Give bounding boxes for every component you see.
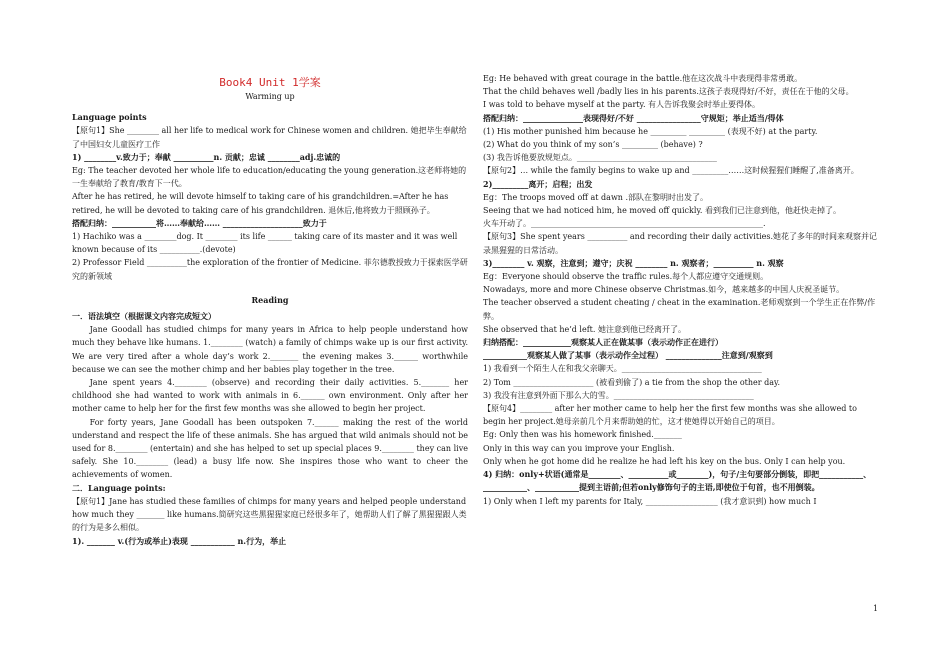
example-observe-4: She observed that he’d left. 她注意到他已经离开了。 [483, 324, 686, 334]
example-only-3: Only when he got home did he realize he had left his key on the bus. Only I can help you. [483, 456, 846, 466]
vocab-observe: 3)________ v. 观察，注意到；遵守；庆祝 ________ n. 观察者；__________ n. 观察 [483, 257, 784, 268]
vocab-devote-line: 1) ________v.致力于；奉献 __________n. 贡献；忠诚 ________adj.忠诚的 [72, 151, 341, 162]
observe-exercise-3: 3) 我没有注意到外面下那么大的雪。___________________________________ [483, 390, 754, 400]
right-column [483, 72, 879, 508]
only-exercise-1: 1) Only when I left my parents for Italy, __________________ (我才意识到) how much I [483, 496, 817, 506]
vocab-behave-line: 1). _______ v.(行为或举止)表现 ___________ n.行为，举止 [72, 535, 287, 546]
example-devote-1: Eg: The teacher devoted her whole life to education/educating the young generation.这老师将她的一生奉献给了教育/教育下一代。 [72, 166, 467, 189]
page-number: 1 [873, 604, 879, 613]
observe-exercise-1: 1) 我看到一个陌生人在和我父亲聊天。___________________________________ [483, 364, 762, 374]
source-sentence-2: 【原句2】… while the family begins to wake up and _________……这时候猩猩们睡醒了,准备离开。 [483, 166, 859, 176]
example-move-off-1: Eg：The troops moved off at dawn .部队在黎明时出发了。 [483, 192, 709, 202]
example-devote-2: After he has retired, he will devote himself to taking care of his grandchildren.=After he has retired, he will be devoted to taking care of his grandchildren. 退休后,他将致力于照顾孙子。 [72, 192, 449, 215]
source-sentence-1: 【原句1】She ________ all her life to medical work for Chinese women and children. 她把毕生奉献给了中国妇女儿童医疗工作 [72, 126, 467, 149]
example-observe-1: Eg：Everyone should observe the traffic rules.每个人都应遵守交通规则。 [483, 272, 769, 282]
observe-collocation-2: ___________观察某人做了某事（表示动作全过程） ______________注意到/观察到 [483, 350, 773, 361]
collocation-summary: 搭配归纳：___________将……奉献给…… ____________________致力于 [72, 217, 327, 228]
example-behave-3: I was told to behave myself at the party. 有人告诉我聚会时举止要得体。 [483, 100, 761, 110]
reading-heading: Reading [251, 294, 289, 305]
source-sentence-behave: 【原句1】Jane has studied these families of chimps for many years and helped people understand how much they _______ like humans.简研究这些黑猩猩家庭已经很多年了，她帮助人们了解了黑猩猩跟人类的行为是多么相似。 [72, 496, 467, 533]
exercise-professor-field: 2) Professor Field __________the exploration of the frontier of Medicine. 菲尔德教授致力于探索医学研究的新领域 [72, 258, 468, 281]
example-observe-3: The teacher observed a student cheating / cheat in the examination.老师观察到一个学生正在作弊/作弊。 [483, 298, 876, 321]
source-sentence-4: 【原句4】________ after her mother came to help her the first few months was she allowed to begin her project.她母亲前几个月来帮助她的忙，这才使她得以开始自己的项目。 [483, 404, 857, 427]
only-inversion-rule: 4) 归纳：only+状语(通常是________、__________或________)，句子/主句要部分倒装，即把___________、___________、___________提到主语前;但若only修饰句子的主语,即使位于句首，也不用倒装。 [483, 469, 872, 493]
cloze-paragraph-2: Jane spent years 4.________ (observe) and recording their daily activities. 5._______ her childhood she had wanted to work with animals in 6.______ own environment. Only after her mother came to help her for the first few months was she allowed to begin her project. [72, 378, 468, 414]
behave-collocation: 搭配归纳：_______________表现得好/不好 ________________守规矩；举止适当/得体 [483, 112, 784, 123]
cloze-paragraph-1: Jane Goodall has studied chimps for many years in Africa to help people understand how much they behave like humans. 1.________ (watch) a family of chimps wake up is our first activity. We are very tired after a whole day’s work 2._______ the evening makes 3.______ worthwhile because we can see the mother chimp and her babies play together in the tree. [72, 325, 468, 374]
observe-collocation-1: 归纳搭配：____________观察某人正在做某事（表示动作正在进行） [483, 337, 723, 348]
language-points-heading-2: 二．Language points: [72, 482, 166, 493]
behave-exercise-2: (2) What do you think of my son’s _________ (behave) ? [483, 140, 703, 150]
source-sentence-3: 【原句3】She spent years __________ and recording their daily activities.她花了多年的时间来观察并记录黑猩猩的日常活动。 [483, 232, 878, 255]
behave-exercise-1: (1) His mother punished him because he _________ _________ (表现不好) at the party. [483, 126, 818, 136]
cloze-paragraph-3: For forty years, Jane Goodall has been outspoken 7.______ making the rest of the world understand and respect the life of these animals. She has argued that wild animals should not be used for 8.________ (entertain) and she has helped to set up special places 9.________ they can live safely. She 10.________ (lead) a busy life now. She inspires those who want to cheer the achievements of women. [72, 417, 468, 480]
behave-exercise-3: (3) 我告诉他要放规矩点。___________________________________ [483, 153, 717, 163]
vocab-move-off: 2)_________离开；启程；出发 [483, 178, 593, 189]
example-observe-2: Nowadays, more and more Chinese observe Christmas.如今，越来越多的中国人庆祝圣诞节。 [483, 285, 845, 295]
left-column [72, 70, 468, 548]
translation-train: 火车开动了。__________________________________________________________. [483, 219, 766, 229]
example-move-off-2: Seeing that we had noticed him, he moved off quickly. 看到我们已注意到他，他赶快走掉了。 [483, 206, 841, 216]
example-only-2: Only in this way can you improve your English. [483, 443, 675, 453]
cloze-heading: 一．语法填空（根据课文内容完成短文） [72, 311, 216, 322]
language-points-heading: Language points [72, 112, 147, 123]
observe-exercise-2: 2) Tom ____________________ (被看到偷了) a tie from the shop the other day. [483, 377, 781, 387]
exercise-hachiko: 1) Hachiko was a ________dog. It ________ its life ______ taking care of its master and it was well known because of its __________.(devote) [72, 232, 458, 255]
document-title: Book4 Unit 1学案 [219, 76, 321, 89]
example-behave-1: Eg: He behaved with great courage in the battle.他在这次战斗中表现得非常勇敢。 [483, 74, 803, 83]
example-only-1: Eg: Only then was his homework finished._______ [483, 430, 682, 440]
document-subtitle: Warming up [245, 92, 295, 101]
example-behave-2: That the child behaves well /badly lies in his parents.这孩子表现得好/不好，责任在于他的父母。 [483, 87, 854, 97]
